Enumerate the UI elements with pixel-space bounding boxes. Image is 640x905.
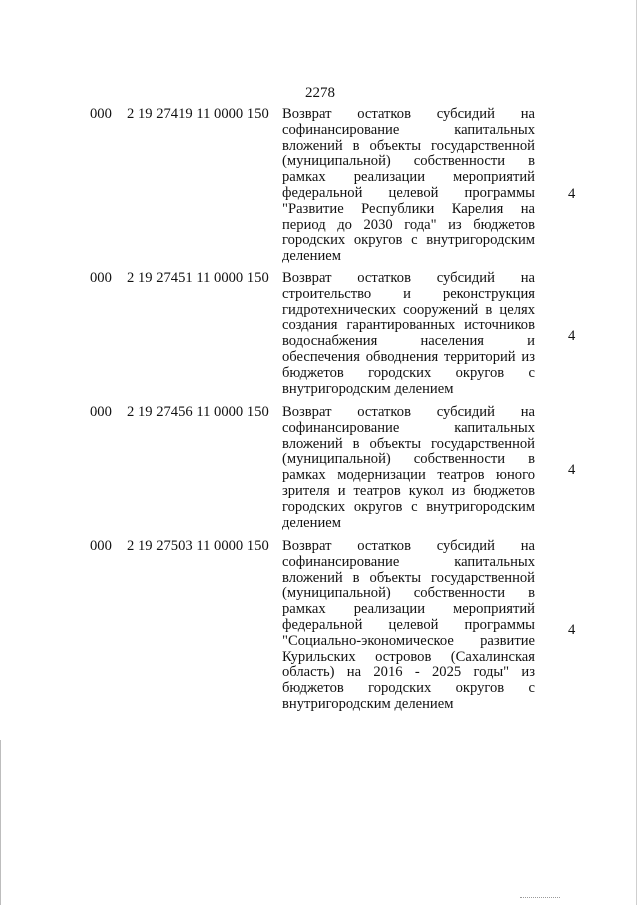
row-description: Возврат остатков субсидий на софинансирование капитальных вложений в объекты государственной (муниципальной) собственности в рамках реализации мероприятий федеральной целевой программы "Развитие Республики Карелия на период до 2030 года" из бюджетов городских округов с внутригородским делением	[282, 106, 535, 265]
row-description: Возврат остатков субсидий на софинансирование капитальных вложений в объекты государственной (муниципальной) собственности в рамках модернизации театров юного зрителя и театров кукол из бюджетов городских округов с внутригородским делением	[282, 404, 535, 531]
scan-artifact	[520, 897, 560, 899]
budget-code: 2 19 27456 11 0000 150	[127, 404, 269, 420]
budget-code: 2 19 27419 11 0000 150	[127, 106, 269, 122]
row-number: 4	[568, 186, 576, 202]
row-description: Возврат остатков субсидий на софинансирование капитальных вложений в объекты государственной (муниципальной) собственности в рамках реализации мероприятий федеральной целевой программы "Социально-экономическое развитие Курильских островов (Сахалинская область) на 2016 - 2025 годы" из бюджетов городских округов с внутригородским делением	[282, 538, 535, 712]
budget-code: 2 19 27503 11 0000 150	[127, 538, 269, 554]
row-number: 4	[568, 328, 576, 344]
code-admin: 000	[90, 538, 112, 554]
code-admin: 000	[90, 106, 112, 122]
scan-edge-left	[0, 740, 1, 905]
row-number: 4	[568, 622, 576, 638]
page-number: 2278	[305, 85, 335, 101]
budget-code: 2 19 27451 11 0000 150	[127, 270, 269, 286]
code-admin: 000	[90, 404, 112, 420]
row-number: 4	[568, 462, 576, 478]
code-admin: 000	[90, 270, 112, 286]
row-description: Возврат остатков субсидий на строительство и реконструкция гидротехнических сооружений в целях создания гарантированных источников водоснабжения населения и обеспечения обводнения территорий из бюджетов городских округов с внутригородским делением	[282, 270, 535, 397]
scan-edge-right	[636, 0, 637, 905]
